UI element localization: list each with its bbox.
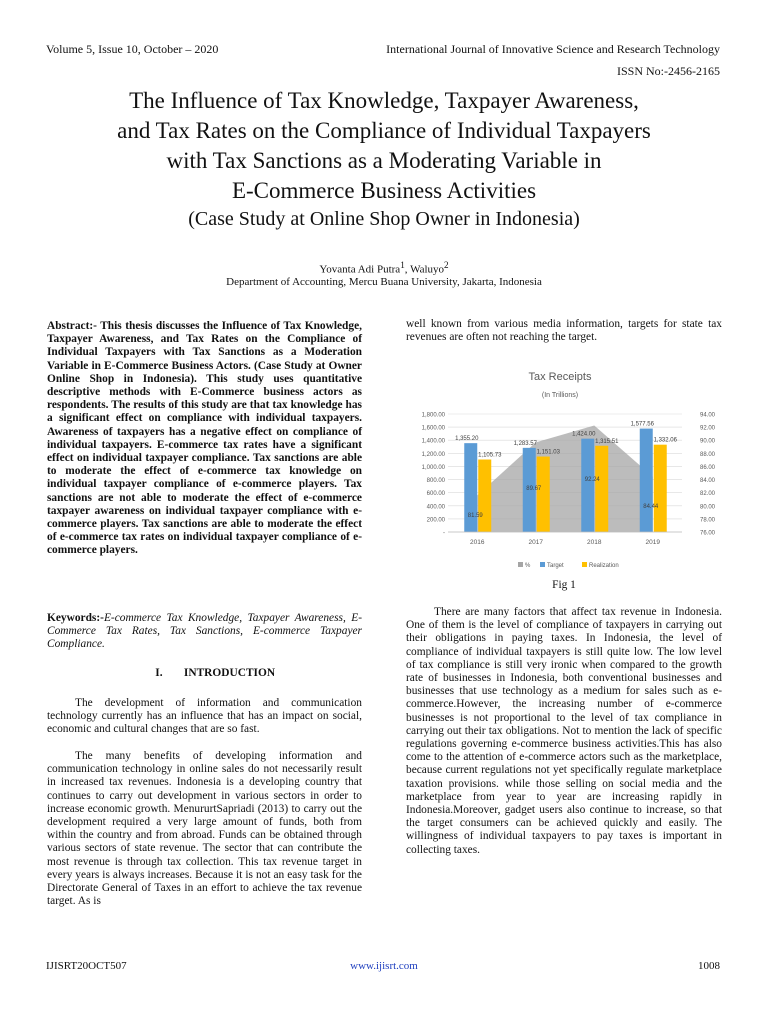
data-label: 1,105.73	[478, 452, 502, 459]
abstract: Abstract:- This thesis discusses the Influence of Tax Knowledge, Taxpayer Awareness, and Tax Rates on the Compliance of Individual Taxpayers with Tax Sanctions as a Moderation Variable in E-Commerce Business Actors. (Case Study at Owner Online Shop in Indonesia). This study uses quantitative descriptive methods with E-Commerce business actors as respondents. The results of this study are that tax knowledge has a significant effect on compliance with individual taxpayers. Awareness of taxpayers has a negative effect on compliance of individual taxpayers. E-commerce tax rates have a significant effect on individual taxpayer compliance. Tax sanctions are able to moderate the effect of e-commerce tax knowledge on individual taxpayer compliance of e-commerce players. Tax sanctions are not able to moderate the effect of e-commerce taxpayer awareness on individual taxpayer compliance with e-commerce players. Tax sanctions are able to moderate the effect of e-commerce tax rates on individual taxpayer compliance of e-commerce players.	[47, 320, 362, 557]
journal-volume: Volume 5, Issue 10, October – 2020	[46, 42, 219, 56]
y-tick-label: 1,000.00	[421, 464, 445, 471]
paper-title	[20, 86, 748, 206]
y2-tick-label: 90.00	[700, 438, 716, 445]
bar-realization	[537, 457, 550, 532]
y-tick-label: 600.00	[426, 491, 445, 498]
legend-label: Target	[547, 563, 564, 569]
chart-title: Tax Receipts	[528, 371, 592, 383]
x-tick-label: 2017	[528, 539, 543, 546]
data-label: 1,577.56	[630, 421, 654, 428]
y-tick-label: 1,600.00	[421, 425, 445, 432]
y2-tick-label: 88.00	[700, 451, 716, 458]
y2-tick-label: 86.00	[700, 464, 716, 471]
title-line: The Influence of Tax Knowledge, Taxpayer Awareness,	[129, 88, 639, 113]
y-tick-label: 200.00	[426, 517, 445, 524]
legend-label: Realization	[589, 563, 619, 569]
figure-caption: Fig 1	[552, 579, 576, 591]
x-tick-label: 2018	[587, 539, 602, 546]
keywords-label: Keywords:-	[47, 612, 104, 624]
bar-realization	[654, 445, 667, 532]
journal-issn: ISSN No:-2456-2165	[616, 64, 720, 78]
y2-tick-label: 80.00	[700, 504, 716, 511]
legend-swatch	[582, 562, 587, 567]
section-title: INTRODUCTION	[183, 667, 276, 679]
y2-tick-label: 82.00	[700, 491, 716, 498]
tax-receipts-figure	[408, 360, 724, 576]
author-2: , Waluyo	[404, 263, 445, 276]
y-tick-label: 1,400.00	[421, 438, 445, 445]
y-tick-label: 1,800.00	[421, 412, 445, 419]
pct-data-label: 89.67	[526, 486, 542, 492]
pct-data-label: 84.44	[643, 504, 659, 510]
data-label: 1,424.00	[572, 431, 596, 438]
footer-page-number: 1008	[698, 960, 720, 972]
paper-subtitle: (Case Study at Online Shop Owner in Indonesia)	[188, 208, 580, 230]
title-line: and Tax Rates on the Compliance of Individual Taxpayers	[117, 118, 651, 143]
chart-subtitle: (In Trillions)	[541, 392, 579, 399]
journal-name: International Journal of Innovative Science and Research Technology	[386, 42, 720, 56]
footer-website-link[interactable]: www.ijisrt.com	[350, 960, 418, 972]
authors	[20, 260, 748, 276]
section-heading	[47, 667, 362, 680]
author-1-affil-mark: 1	[400, 260, 405, 270]
legend-swatch	[540, 562, 545, 567]
y-tick-label: 800.00	[426, 478, 445, 485]
intro-paragraph-2: The many benefits of developing information and communication technology in online sales do not necessarily result in increased tax revenues. Indonesia is a developing country that continues to carry out development in various sectors in order to increase economic growth. MenururtSapriadi (2013) to carry out the development required a very large amount of funds, both from within the country and from abroad. Funds can be obtained through various sectors of state revenue. The sector that can contribute the most revenue is through tax collection. This tax revenue target in every years is always increases. Because it is not an easy task for the Directorate General of Taxes in an effort to achieve the tax revenue target. As is	[47, 750, 362, 908]
right-paragraph-2: There are many factors that affect tax revenue in Indonesia. One of them is the level of compliance of taxpayers in carrying out their obligations in paying taxes. In Indonesia, the level of compliance of individual taxpayers is still quite low. The low level of tax compliance is still very ironic when compared to the growth rate of businesses in Indonesia, both conventional businesses and businesses that use technology as a medium for sales such as e-commerce.However, the increasing number of e-commerce businesses is not proportional to the level of tax compliance in carrying out their tax obligations. Not to mention the lack of specific regulations governing e-commerce business activities.This has also come to the attention of e-commerce actors such as the marketplace, because current regulations not yet specifically regulate marketplace taxation provisions. while those selling on social media and the marketplace from year to year are increasing rapidly in Indonesia.Moreover, gadget users also continue to increase, so that the target consumers can be achieved quickly and easily. The willingness of individual taxpayers to pay taxes is important in collecting taxes.	[406, 606, 722, 856]
bar-realization	[595, 446, 608, 532]
keywords-text: E-commerce Tax Knowledge, Taxpayer Awareness, E-Commerce Tax Rates, Tax Sanctions, E-commerce Taxpayer Compliance.	[47, 612, 362, 651]
section-number: I.	[155, 667, 163, 679]
author-1: Yovanta Adi Putra	[319, 263, 401, 276]
title-line: E-Commerce Business Activities	[231, 178, 537, 203]
y2-tick-label: 92.00	[700, 425, 716, 432]
area-series-pct	[477, 426, 653, 532]
author-2-affil-mark: 2	[444, 260, 449, 270]
right-paragraph-1: well known from various media information, targets for state tax revenues are often not reaching the target.	[406, 318, 722, 344]
data-label: 1,151.03	[536, 449, 560, 456]
bar-target	[640, 429, 653, 532]
pct-data-label: 81.59	[467, 513, 483, 519]
y-tick-label: 1,200.00	[421, 451, 445, 458]
y-tick-label: -	[443, 530, 445, 537]
bar-realization	[478, 460, 491, 532]
y2-tick-label: 84.00	[700, 478, 716, 485]
title-line: with Tax Sanctions as a Moderating Variable in	[166, 148, 602, 173]
data-label: 1,355.20	[455, 436, 479, 443]
y2-tick-label: 76.00	[700, 530, 716, 537]
legend-swatch	[518, 562, 523, 567]
affiliation: Department of Accounting, Mercu Buana University, Jakarta, Indonesia	[226, 276, 542, 288]
tax-receipts-chart	[408, 360, 724, 576]
y-tick-label: 400.00	[426, 504, 445, 511]
intro-paragraph-1: The development of information and communication technology currently has an influence that has an impact on social, economic and cultural changes that are so fast.	[47, 697, 362, 736]
y2-tick-label: 78.00	[700, 517, 716, 524]
bar-target	[581, 439, 594, 532]
data-label: 1,332.06	[653, 437, 677, 444]
pct-data-label: 92.24	[584, 477, 600, 483]
data-label: 1,315.51	[595, 438, 619, 445]
keywords	[47, 612, 362, 652]
y2-tick-label: 94.00	[700, 412, 716, 419]
footer-paper-id: IJISRT20OCT507	[46, 960, 127, 972]
legend-label: %	[525, 563, 531, 569]
x-tick-label: 2019	[645, 539, 660, 546]
x-tick-label: 2016	[470, 539, 485, 546]
data-label: 1,283.57	[513, 440, 537, 447]
